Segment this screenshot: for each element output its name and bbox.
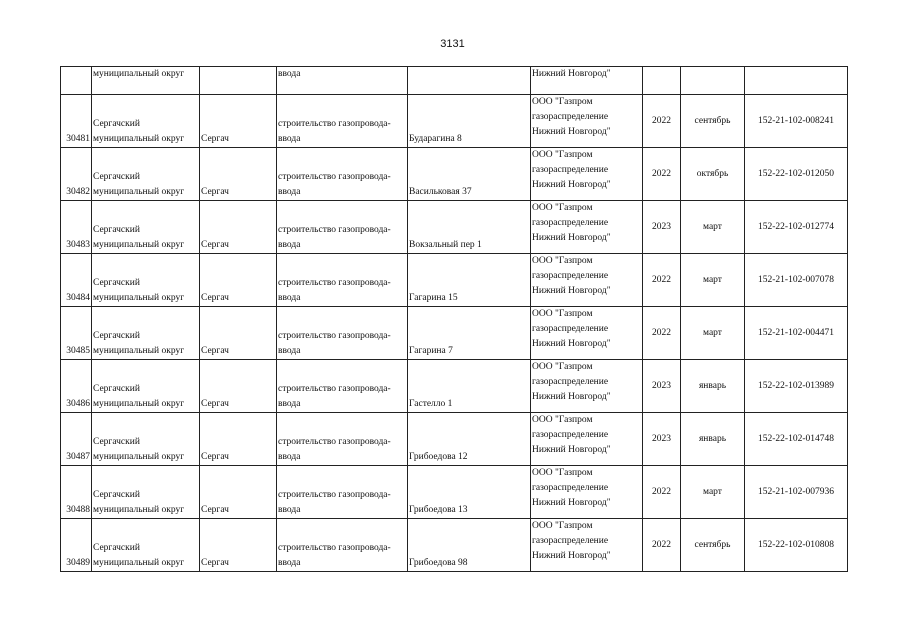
cell-month [681, 67, 745, 95]
table-row [61, 307, 848, 360]
code-cell: 152-22-102-012774 [745, 201, 848, 254]
year-cell: 2022 [643, 148, 681, 201]
cell-code [745, 67, 848, 95]
organization-cell: ООО "Газпром газораспределение Нижний Новгород" [531, 307, 643, 360]
month-cell: март [681, 466, 745, 519]
code-cell: 152-21-102-007078 [745, 254, 848, 307]
city-cell: Сергач [200, 148, 277, 201]
city-cell: Сергач [200, 201, 277, 254]
table-row [61, 254, 848, 307]
cell-work: ввода [277, 67, 408, 95]
district-cell: Сергачский муниципальный округ [92, 148, 200, 201]
month-cell: сентябрь [681, 519, 745, 572]
cell-org: Нижний Новгород" [531, 67, 643, 95]
row-number: 30482 [61, 148, 92, 201]
work-type-cell: строительство газопровода- ввода [277, 201, 408, 254]
district-cell: Сергачский муниципальный округ [92, 413, 200, 466]
work-type-cell: строительство газопровода- ввода [277, 307, 408, 360]
city-cell: Сергач [200, 360, 277, 413]
month-cell: март [681, 201, 745, 254]
district-cell: Сергачский муниципальный округ [92, 201, 200, 254]
table-row [61, 148, 848, 201]
gas-connection-table [60, 66, 848, 572]
month-cell: январь [681, 360, 745, 413]
row-number: 30488 [61, 466, 92, 519]
address-cell: Грибоедова 13 [408, 466, 531, 519]
code-cell: 152-22-102-014748 [745, 413, 848, 466]
city-cell: Сергач [200, 95, 277, 148]
row-number: 30489 [61, 519, 92, 572]
work-type-cell: строительство газопровода- ввода [277, 360, 408, 413]
organization-cell: ООО "Газпром газораспределение Нижний Новгород" [531, 95, 643, 148]
table-row [61, 466, 848, 519]
month-cell: сентябрь [681, 95, 745, 148]
address-cell: Вокзальный пер 1 [408, 201, 531, 254]
year-cell: 2022 [643, 519, 681, 572]
organization-cell: ООО "Газпром газораспределение Нижний Новгород" [531, 519, 643, 572]
cell-num [61, 67, 92, 95]
organization-cell: ООО "Газпром газораспределение Нижний Новгород" [531, 201, 643, 254]
city-cell: Сергач [200, 413, 277, 466]
row-number: 30485 [61, 307, 92, 360]
row-number: 30487 [61, 413, 92, 466]
organization-cell: ООО "Газпром газораспределение Нижний Новгород" [531, 254, 643, 307]
city-cell: Сергач [200, 254, 277, 307]
organization-cell: ООО "Газпром газораспределение Нижний Новгород" [531, 466, 643, 519]
table-row [61, 413, 848, 466]
address-cell: Гагарина 7 [408, 307, 531, 360]
address-cell: Бударагина 8 [408, 95, 531, 148]
year-cell: 2022 [643, 307, 681, 360]
organization-cell: ООО "Газпром газораспределение Нижний Новгород" [531, 148, 643, 201]
table-row [61, 360, 848, 413]
city-cell: Сергач [200, 307, 277, 360]
city-cell: Сергач [200, 519, 277, 572]
year-cell: 2023 [643, 360, 681, 413]
table-row [61, 201, 848, 254]
address-cell: Васильковая 37 [408, 148, 531, 201]
district-cell: Сергачский муниципальный округ [92, 307, 200, 360]
work-type-cell: строительство газопровода- ввода [277, 95, 408, 148]
year-cell: 2023 [643, 413, 681, 466]
code-cell: 152-21-102-008241 [745, 95, 848, 148]
year-cell: 2022 [643, 466, 681, 519]
district-cell: Сергачский муниципальный округ [92, 360, 200, 413]
code-cell: 152-22-102-013989 [745, 360, 848, 413]
code-cell: 152-21-102-004471 [745, 307, 848, 360]
code-cell: 152-21-102-007936 [745, 466, 848, 519]
row-number: 30484 [61, 254, 92, 307]
month-cell: январь [681, 413, 745, 466]
cell-district: муниципальный округ [92, 67, 200, 95]
organization-cell: ООО "Газпром газораспределение Нижний Новгород" [531, 413, 643, 466]
address-cell: Гастелло 1 [408, 360, 531, 413]
month-cell: март [681, 254, 745, 307]
month-cell: март [681, 307, 745, 360]
district-cell: Сергачский муниципальный округ [92, 254, 200, 307]
work-type-cell: строительство газопровода- ввода [277, 466, 408, 519]
work-type-cell: строительство газопровода- ввода [277, 148, 408, 201]
table-row [61, 95, 848, 148]
cell-address [408, 67, 531, 95]
page-number: 3131 [440, 38, 465, 50]
row-number: 30483 [61, 201, 92, 254]
city-cell: Сергач [200, 466, 277, 519]
district-cell: Сергачский муниципальный округ [92, 519, 200, 572]
work-type-cell: строительство газопровода- ввода [277, 519, 408, 572]
address-cell: Гагарина 15 [408, 254, 531, 307]
code-cell: 152-22-102-012050 [745, 148, 848, 201]
work-type-cell: строительство газопровода- ввода [277, 413, 408, 466]
row-number: 30486 [61, 360, 92, 413]
district-cell: Сергачский муниципальный округ [92, 466, 200, 519]
month-cell: октябрь [681, 148, 745, 201]
code-cell: 152-22-102-010808 [745, 519, 848, 572]
row-number: 30481 [61, 95, 92, 148]
organization-cell: ООО "Газпром газораспределение Нижний Новгород" [531, 360, 643, 413]
year-cell: 2022 [643, 95, 681, 148]
work-type-cell: строительство газопровода- ввода [277, 254, 408, 307]
address-cell: Грибоедова 98 [408, 519, 531, 572]
table-row [61, 519, 848, 572]
district-cell: Сергачский муниципальный округ [92, 95, 200, 148]
cell-year [643, 67, 681, 95]
year-cell: 2023 [643, 201, 681, 254]
address-cell: Грибоедова 12 [408, 413, 531, 466]
cell-city [200, 67, 277, 95]
continued-row [61, 67, 848, 95]
year-cell: 2022 [643, 254, 681, 307]
